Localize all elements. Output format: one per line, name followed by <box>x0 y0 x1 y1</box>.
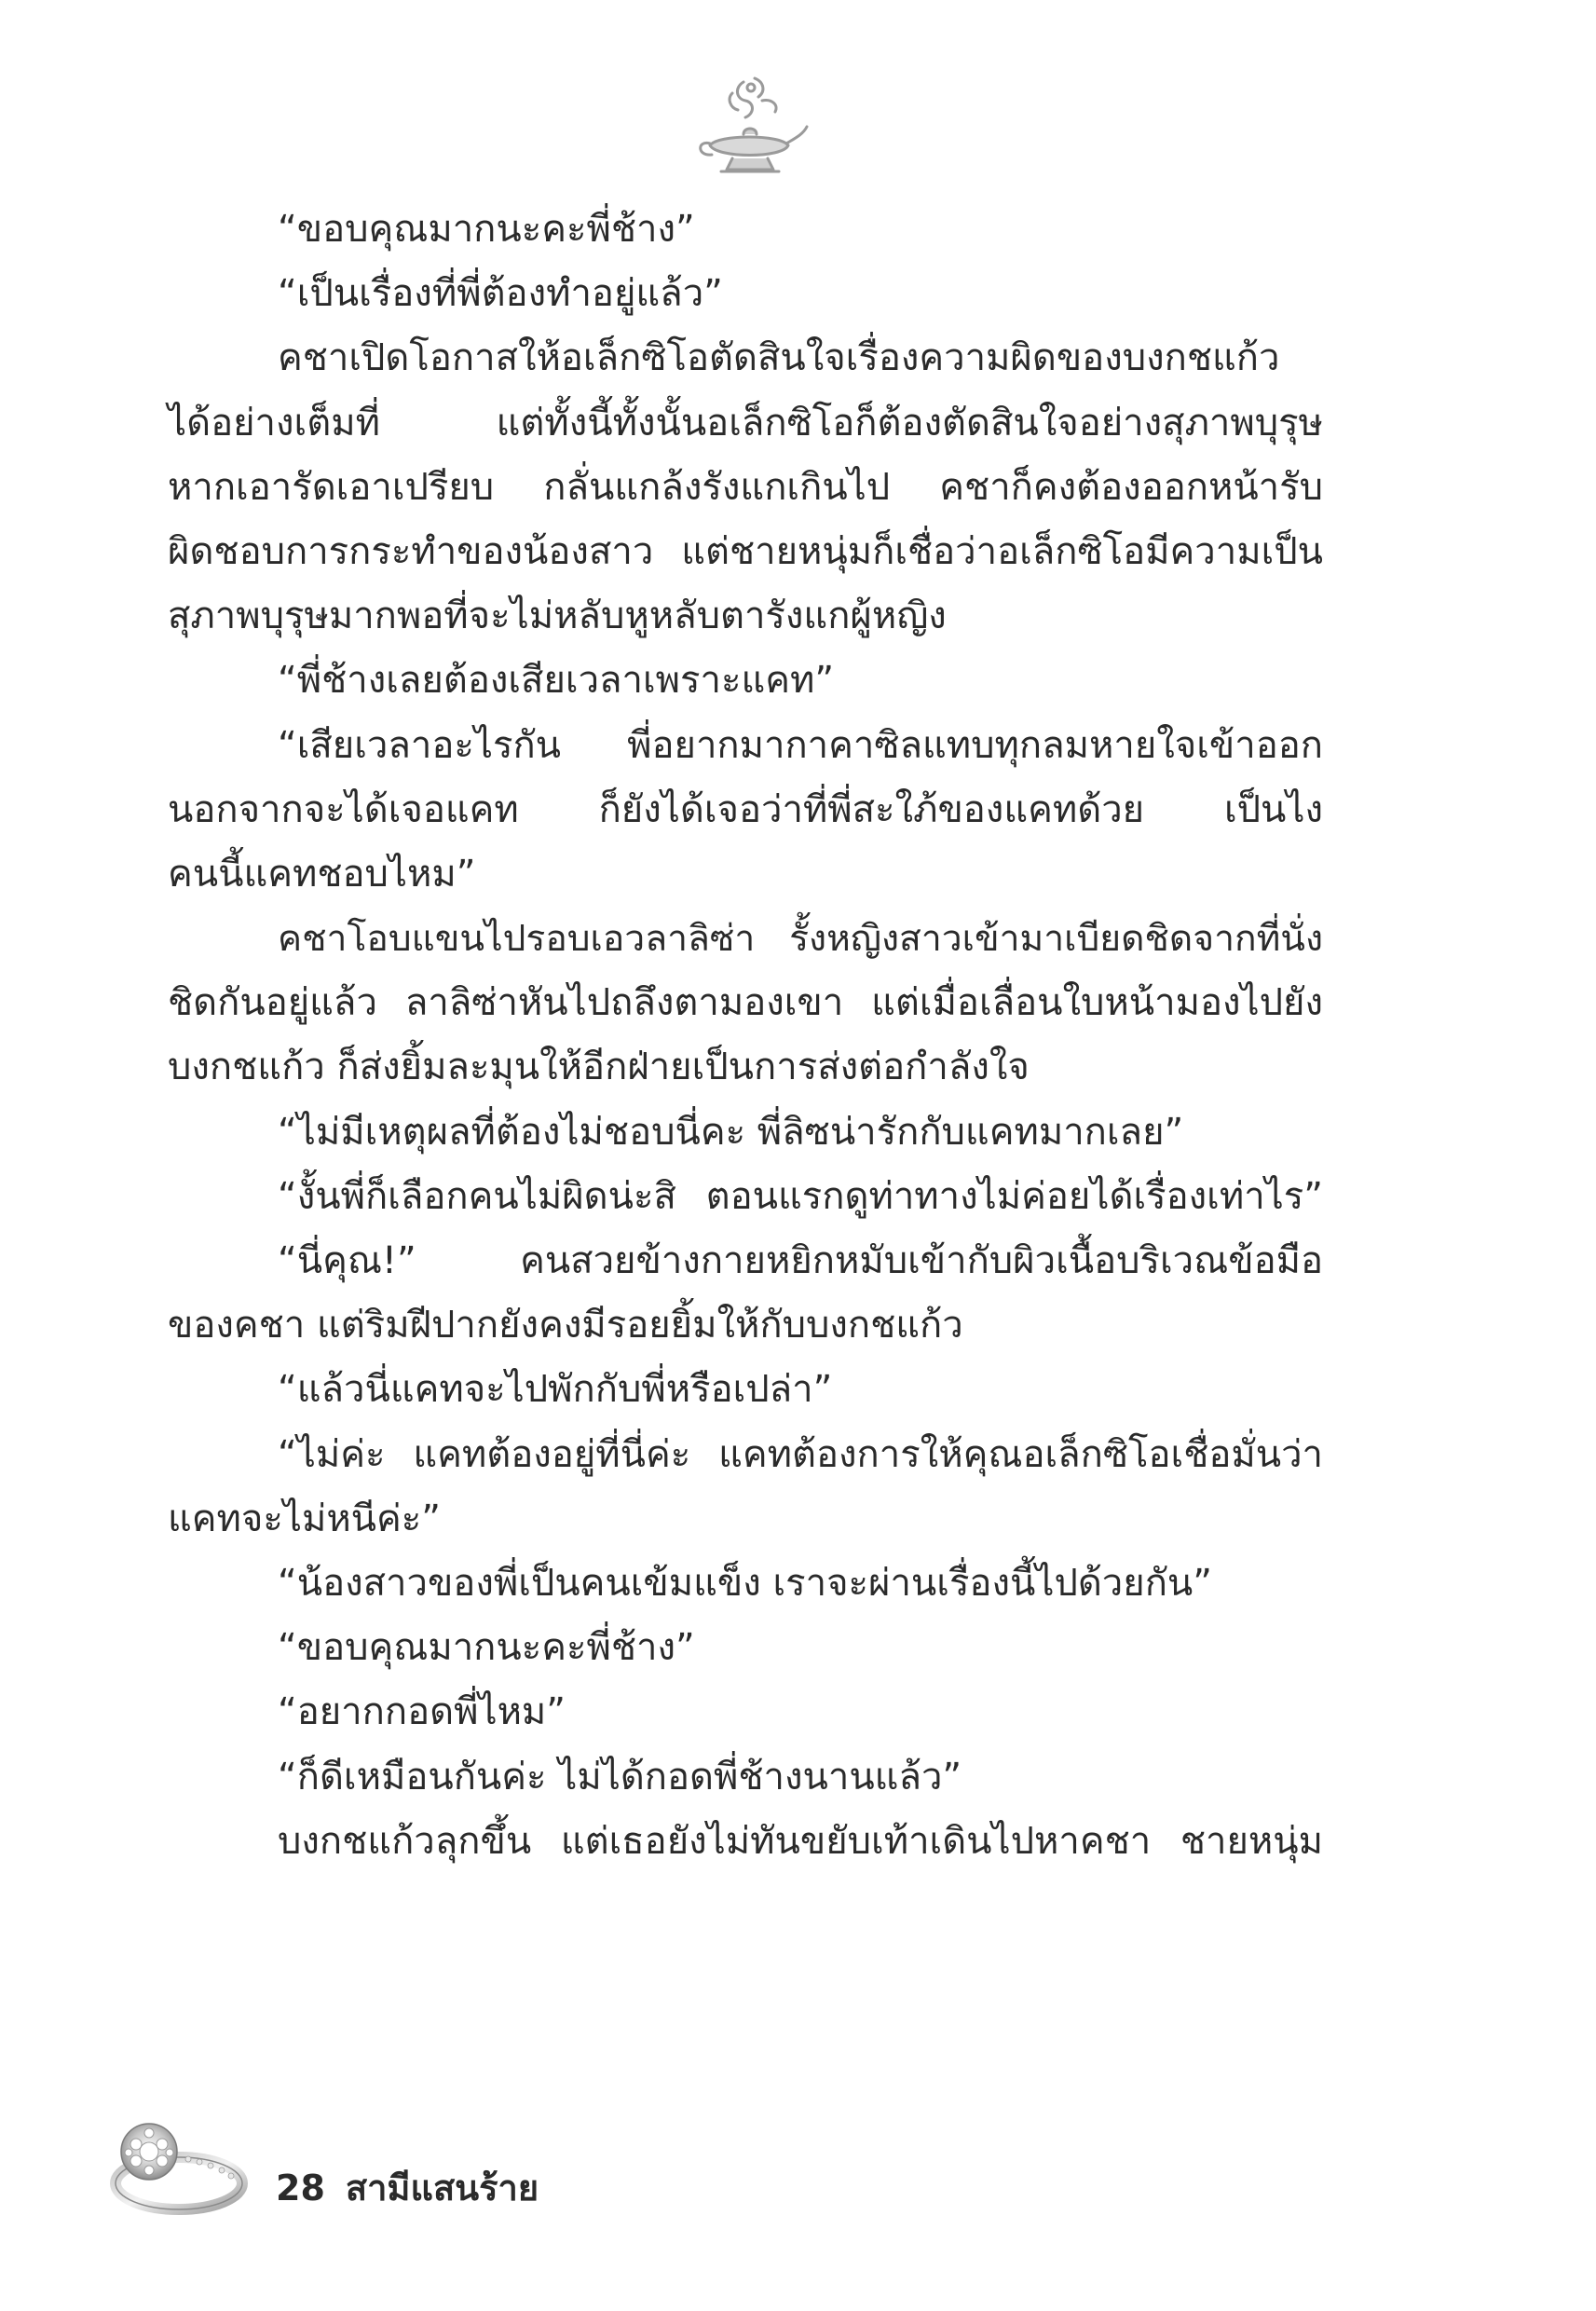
text-line: คชาโอบแขนไปรอบเอวลาลิซ่า รั้งหญิงสาวเข้ามาเบียดชิดจากที่นั่ง <box>278 918 1323 961</box>
text-line: “แล้วนี่แคทจะไปพักกับพี่หรือเปล่า” <box>278 1368 833 1412</box>
text-line: “ไม่มีเหตุผลที่ต้องไม่ชอบนี่คะ พี่ลิซน่ารักกับแคทมากเลย” <box>278 1110 1184 1154</box>
text-line: คนนี้แคทชอบไหม” <box>168 852 476 896</box>
text-line: “ไม่ค่ะ แคทต้องอยู่ที่นี่ค่ะ แคทต้องการให้คุณอเล็กซิโอเชื่อมั่นว่า <box>278 1432 1323 1476</box>
text-line: บงกชแก้วลุกขึ้น แต่เธอยังไม่ทันขยับเท้าเดินไปหาคชา ชายหนุ่ม <box>278 1819 1323 1863</box>
text-line: บงกชแก้ว ก็ส่งยิ้มละมุนให้อีกฝ่ายเป็นการส่งต่อกำลังใจ <box>168 1046 1030 1089</box>
text-line: “ก็ดีเหมือนกันค่ะ ไม่ได้กอดพี่ช้างนานแล้ว” <box>278 1755 962 1798</box>
text-line: “งั้นพี่ก็เลือกคนไม่ผิดน่ะสิ ตอนแรกดูท่าทางไม่ค่อยได้เรื่องเท่าไร” <box>278 1174 1323 1218</box>
body-text <box>168 198 1323 1874</box>
text-line: “เสียเวลาอะไรกัน พี่อยากมากาคาซิลแทบทุกลมหายใจเข้าออก <box>278 723 1323 767</box>
book-title: สามีแสนร้าย <box>345 2167 539 2208</box>
text-line: ได้อย่างเต็มที่ แต่ทั้งนี้ทั้งนั้นอเล็กซิโอก็ต้องตัดสินใจอย่างสุภาพบุรุษ <box>168 401 1323 444</box>
text-line: นอกจากจะได้เจอแคท ก็ยังได้เจอว่าที่พี่สะใภ้ของแคทด้วย เป็นไง <box>168 787 1323 831</box>
text-line: หากเอารัดเอาเปรียบ กลั่นแกล้งรังแกเกินไป คชาก็คงต้องออกหน้ารับ <box>168 465 1323 509</box>
text-line: ชิดกันอยู่แล้ว ลาลิซ่าหันไปถลึงตามองเขา แต่เมื่อเลื่อนใบหน้ามองไปยัง <box>168 981 1323 1025</box>
text-line: “นี่คุณ!” คนสวยข้างกายหยิกหมับเข้ากับผิวเนื้อบริเวณข้อมือ <box>278 1239 1323 1282</box>
text-line: “ขอบคุณมากนะคะพี่ช้าง” <box>278 1626 695 1670</box>
text-line: “พี่ช้างเลยต้องเสียเวลาเพราะแคท” <box>278 659 835 703</box>
text-line: แคทจะไม่หนีค่ะ” <box>168 1497 441 1540</box>
text-line: คชาเปิดโอกาสให้อเล็กซิโอตัดสินใจเรื่องความผิดของบงกชแก้ว <box>278 336 1280 380</box>
text-line: “ขอบคุณมากนะคะพี่ช้าง” <box>278 208 695 251</box>
text-line: ผิดชอบการกระทำของน้องสาว แต่ชายหนุ่มก็เชื่อว่าอเล็กซิโอมีความเป็น <box>168 529 1323 573</box>
ring-icon <box>102 2111 252 2222</box>
lamp-icon <box>689 73 811 194</box>
text-line: สุภาพบุรุษมากพอที่จะไม่หลับหูหลับตารังแกผู้หญิง <box>168 595 947 638</box>
page-number: 28 <box>276 2167 325 2208</box>
page-footer <box>102 2111 662 2232</box>
page-folio <box>276 2159 539 2216</box>
text-line: “อยากกอดพี่ไหม” <box>278 1690 566 1734</box>
text-line: ของคชา แต่ริมฝีปากยังคงมีรอยยิ้มให้กับบงกชแก้ว <box>168 1304 963 1347</box>
text-line: “น้องสาวของพี่เป็นคนเข้มแข็ง เราจะผ่านเรื่องนี้ไปด้วยกัน” <box>278 1561 1212 1605</box>
text-line: “เป็นเรื่องที่พี่ต้องทำอยู่แล้ว” <box>278 272 723 316</box>
